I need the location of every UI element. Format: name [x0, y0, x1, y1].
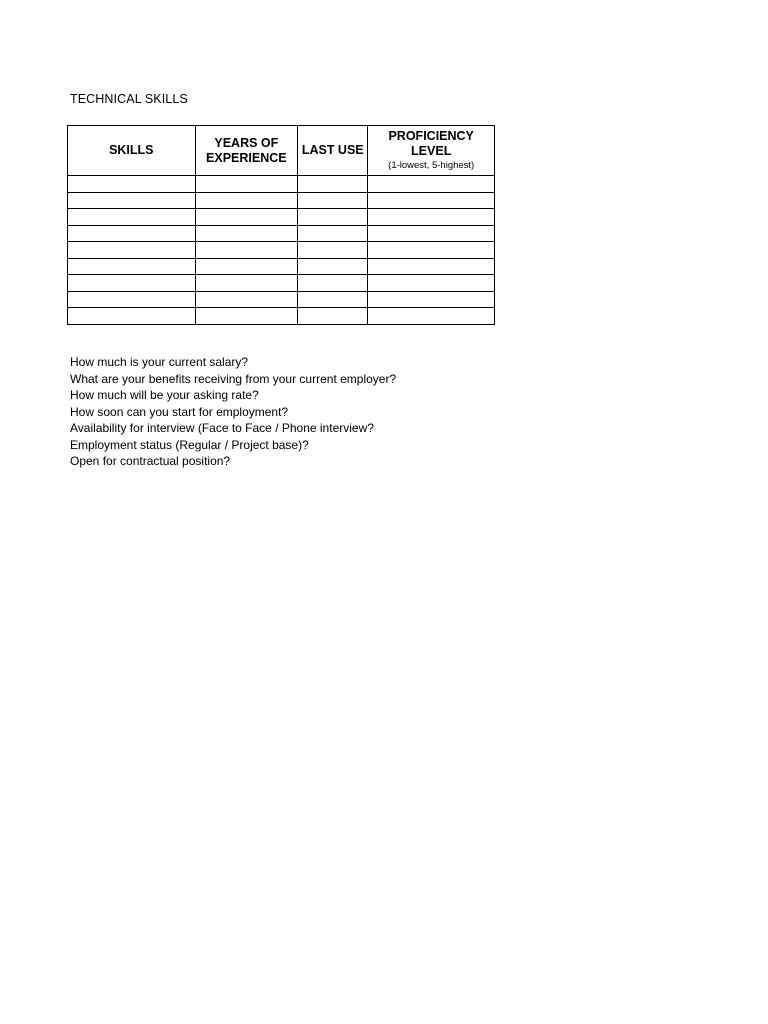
years-cell[interactable]: [195, 242, 297, 259]
years-cell[interactable]: [195, 176, 297, 193]
technical-skills-table: [67, 125, 495, 325]
proficiency-cell[interactable]: [368, 192, 495, 209]
last-use-cell[interactable]: [298, 242, 368, 259]
skill-cell[interactable]: [68, 192, 196, 209]
section-title: TECHNICAL SKILLS: [70, 92, 188, 106]
header-years-of-experience: [195, 126, 297, 176]
table-row: [68, 308, 495, 325]
proficiency-cell[interactable]: [368, 209, 495, 226]
question-employment-status: Employment status (Regular / Project base)?: [70, 437, 309, 452]
skill-cell[interactable]: [68, 258, 196, 275]
last-use-cell[interactable]: [298, 209, 368, 226]
years-cell[interactable]: [195, 209, 297, 226]
skill-cell[interactable]: [68, 291, 196, 308]
table-body: [68, 176, 495, 325]
header-proficiency-line1: PROFICIENCY: [388, 129, 474, 143]
skill-cell[interactable]: [68, 225, 196, 242]
proficiency-cell[interactable]: [368, 225, 495, 242]
header-proficiency-note: (1-lowest, 5-highest): [388, 160, 475, 171]
last-use-cell[interactable]: [298, 308, 368, 325]
last-use-cell[interactable]: [298, 176, 368, 193]
header-last-use-label: LAST USE: [301, 143, 364, 157]
skill-cell[interactable]: [68, 209, 196, 226]
proficiency-cell[interactable]: [368, 242, 495, 259]
last-use-cell[interactable]: [298, 275, 368, 292]
header-years-line2: EXPERIENCE: [206, 150, 287, 165]
table-row: [68, 291, 495, 308]
proficiency-cell[interactable]: [368, 291, 495, 308]
last-use-cell[interactable]: [298, 192, 368, 209]
years-cell[interactable]: [195, 192, 297, 209]
header-last-use: [298, 126, 368, 176]
question-contractual-position: Open for contractual position?: [70, 454, 231, 468]
table-row: [68, 192, 495, 209]
years-cell[interactable]: [195, 225, 297, 242]
years-cell[interactable]: [195, 258, 297, 275]
years-cell[interactable]: [195, 275, 297, 292]
header-proficiency-line2: LEVEL: [411, 144, 452, 158]
years-cell[interactable]: [195, 291, 297, 308]
skill-cell[interactable]: [68, 308, 196, 325]
header-years-line1: YEARS OF: [214, 135, 279, 150]
table-row: [68, 225, 495, 242]
table-header-row: [68, 126, 495, 176]
years-cell[interactable]: [195, 308, 297, 325]
table-row: [68, 209, 495, 226]
header-skills-label: SKILLS: [109, 143, 154, 157]
table-row: [68, 242, 495, 259]
last-use-cell[interactable]: [298, 258, 368, 275]
proficiency-cell[interactable]: [368, 176, 495, 193]
table-row: [68, 176, 495, 193]
questions-list: [70, 354, 396, 470]
last-use-cell[interactable]: [298, 291, 368, 308]
table-row: [68, 275, 495, 292]
last-use-cell[interactable]: [298, 225, 368, 242]
skill-cell[interactable]: [68, 275, 196, 292]
skill-cell[interactable]: [68, 176, 196, 193]
skill-cell[interactable]: [68, 242, 196, 259]
question-start-date: How soon can you start for employment?: [70, 404, 289, 419]
question-current-benefits: What are your benefits receiving from your current employer?: [70, 371, 397, 386]
proficiency-cell[interactable]: [368, 275, 495, 292]
proficiency-cell[interactable]: [368, 258, 495, 275]
question-asking-rate: How much will be your asking rate?: [70, 388, 259, 402]
table-row: [68, 258, 495, 275]
question-interview-availability: Availability for interview (Face to Face / Phone interview?: [70, 421, 374, 435]
question-current-salary: How much is your current salary?: [70, 355, 249, 369]
header-proficiency-level: [368, 126, 495, 176]
header-skills: [68, 126, 196, 176]
proficiency-cell[interactable]: [368, 308, 495, 325]
